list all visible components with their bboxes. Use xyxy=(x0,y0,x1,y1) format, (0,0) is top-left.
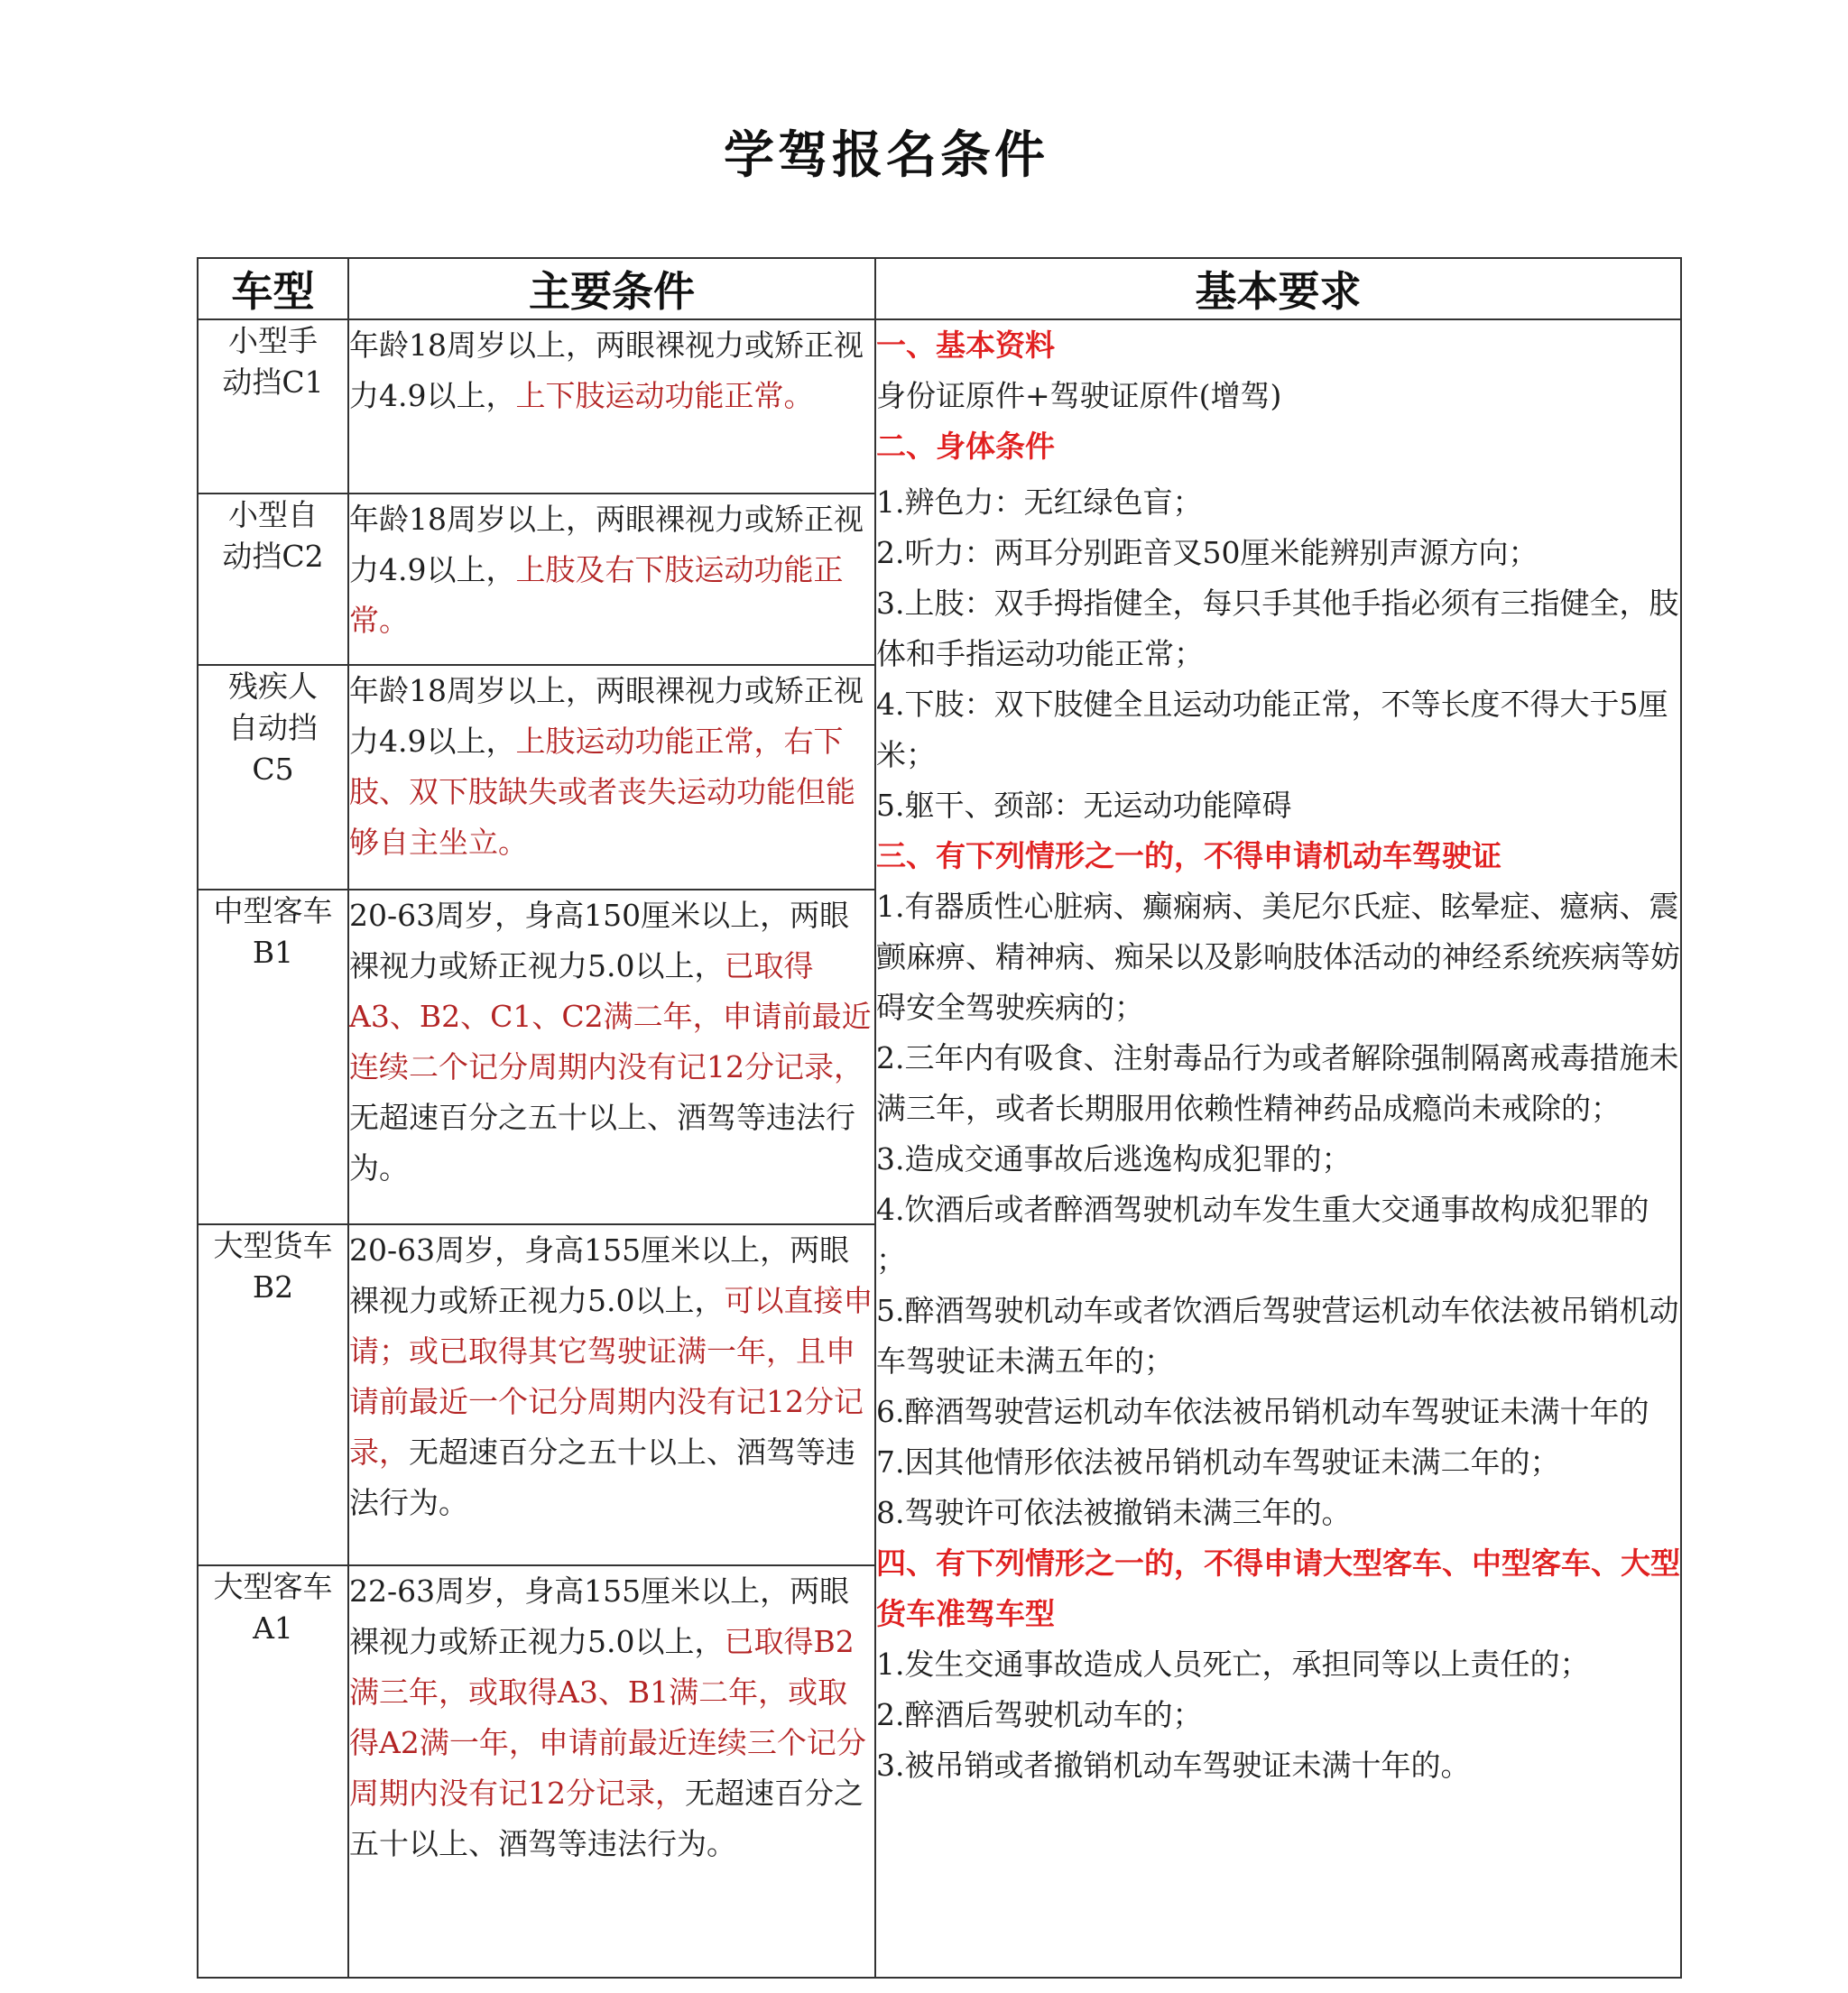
section-3-item: 7.因其他情形依法被吊销机动车驾驶证未满二年的； xyxy=(876,1444,1560,1480)
header-basic-requirements: 基本要求 xyxy=(875,258,1681,319)
basic-requirements-cell xyxy=(875,319,1681,1978)
section-4-item: 3.被吊销或者撤销机动车驾驶证未满十年的。 xyxy=(876,1748,1471,1783)
section-4-title: 四、有下列情形之一的，不得申请大型客车、中型客车、大型货车准驾车型 xyxy=(876,1545,1680,1631)
section-2-item: 2.听力：两耳分别距音叉50厘米能辨别声源方向； xyxy=(876,535,1538,570)
section-3-item: 4.饮酒后或者醉酒驾驶机动车发生重大交通事故构成犯罪的 ； xyxy=(876,1192,1649,1278)
section-2-item: 4.下肢：双下肢健全且运动功能正常，不等长度不得大于5厘米； xyxy=(876,687,1668,772)
section-4-item: 2.醉酒后驾驶机动车的； xyxy=(876,1697,1203,1732)
vehicle-type-b2: 大型货车 B2 xyxy=(198,1224,348,1565)
conditions-c2: 年龄18周岁以上，两眼裸视力或矫正视力4.9以上，上肢及右下肢运动功能正常。 xyxy=(348,494,875,665)
section-3-item: 2.三年内有吸食、注射毒品行为或者解除强制隔离戒毒措施未满三年，或者长期服用依赖性精神药品成瘾尚未戒除的； xyxy=(876,1040,1679,1126)
conditions-a1: 22-63周岁，身高155厘米以上，两眼裸视力或矫正视力5.0以上，已取得B2满三年，或取得A3、B1满二年，或取得A2满一年，申请前最近连续三个记分周期内没有记12分记录，无超速百分之五十以上、酒驾等违法行为。 xyxy=(348,1565,875,1978)
conditions-b1: 20-63周岁，身高150厘米以上，两眼裸视力或矫正视力5.0以上，已取得A3、B2、C1、C2满二年，申请前最近连续二个记分周期内没有记12分记录，无超速百分之五十以上、酒驾等违法行为。 xyxy=(348,890,875,1224)
section-1-title: 一、基本资料 xyxy=(876,328,1055,363)
section-2-item: 3.上肢：双手拇指健全，每只手其他手指必须有三指健全，肢体和手指运动功能正常； xyxy=(876,586,1679,671)
section-3-item: 3.造成交通事故后逃逸构成犯罪的； xyxy=(876,1141,1352,1176)
table-header-row xyxy=(198,258,1681,319)
vehicle-type-c1: 小型手 动挡C1 xyxy=(198,319,348,494)
section-3-item: 6.醉酒驾驶营运机动车依法被吊销机动车驾驶证未满十年的 xyxy=(876,1394,1649,1429)
section-4-item: 1.发生交通事故造成人员死亡，承担同等以上责任的； xyxy=(876,1647,1590,1682)
requirements-table xyxy=(197,257,1682,1979)
table-row-c1 xyxy=(198,319,1681,494)
section-3-title: 三、有下列情形之一的，不得申请机动车驾驶证 xyxy=(876,838,1502,873)
vehicle-type-a1: 大型客车 A1 xyxy=(198,1565,348,1978)
section-2-item: 1.辨色力：无红绿色盲； xyxy=(876,484,1203,520)
vehicle-type-c5: 残疾人 自动挡 C5 xyxy=(198,665,348,890)
section-1-item: 身份证原件+驾驶证原件(增驾) xyxy=(876,378,1282,413)
section-2-title: 二、身体条件 xyxy=(876,429,1055,464)
header-main-conditions: 主要条件 xyxy=(348,258,875,319)
section-3-item: 1.有器质性心脏病、癫痫病、美尼尔氏症、眩晕症、癔病、震颤麻痹、精神病、痴呆以及影响肢体活动的神经系统疾病等妨碍安全驾驶疾病的； xyxy=(876,889,1680,1025)
conditions-c5: 年龄18周岁以上，两眼裸视力或矫正视力4.9以上，上肢运动功能正常，右下肢、双下肢缺失或者丧失运动功能但能够自主坐立。 xyxy=(348,665,875,890)
header-vehicle-type: 车型 xyxy=(198,258,348,319)
conditions-c1: 年龄18周岁以上，两眼裸视力或矫正视力4.9以上，上下肢运动功能正常。 xyxy=(348,319,875,494)
document-title: 学驾报名条件 xyxy=(724,126,1049,185)
vehicle-type-c2: 小型自 动挡C2 xyxy=(198,494,348,665)
conditions-b2: 20-63周岁，身高155厘米以上，两眼裸视力或矫正视力5.0以上，可以直接申请；或已取得其它驾驶证满一年，且申请前最近一个记分周期内没有记12分记录，无超速百分之五十以上、酒驾等违法行为。 xyxy=(348,1224,875,1565)
section-2-item: 5.躯干、颈部：无运动功能障碍 xyxy=(876,788,1292,823)
section-3-item: 8.驾驶许可依法被撤销未满三年的。 xyxy=(876,1495,1352,1530)
section-3-item: 5.醉酒驾驶机动车或者饮酒后驾驶营运机动车依法被吊销机动车驾驶证未满五年的； xyxy=(876,1293,1679,1379)
vehicle-type-b1: 中型客车 B1 xyxy=(198,890,348,1224)
